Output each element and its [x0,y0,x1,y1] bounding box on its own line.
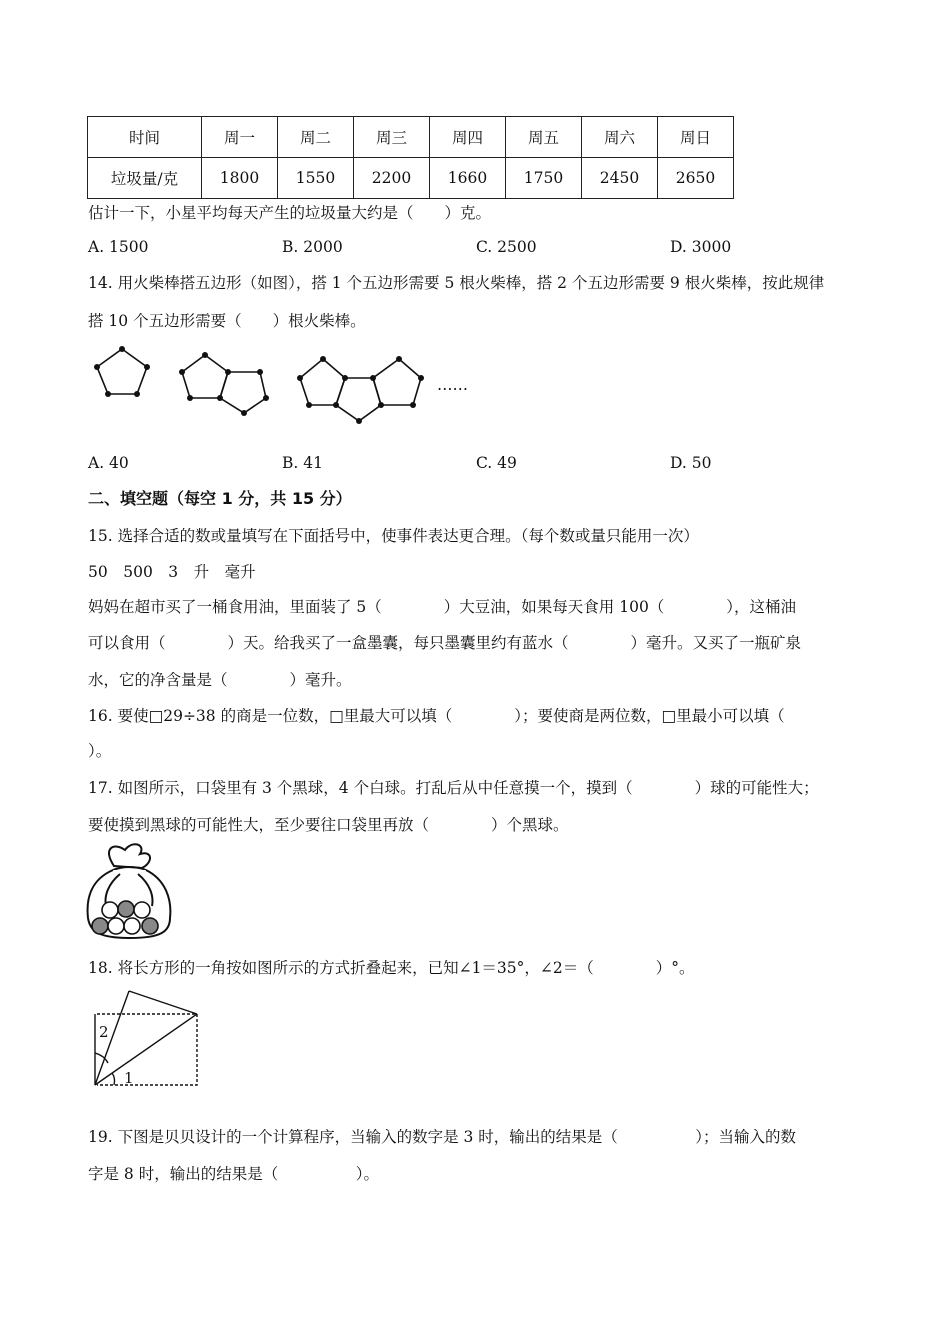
q14-question-line1: 14. 用火柴棒搭五边形（如图），搭 1 个五边形需要 5 根火柴棒，搭 2 个五边形需要 9 根火柴棒，按此规律 [88,274,825,292]
q14-option-a: A. 40 [88,454,129,472]
table-cell: 1750 [506,158,582,199]
pentagon-3c [373,359,421,405]
q17-question-line2: 要使摸到黑球的可能性大，至少要往口袋里再放（ ）个黑球。 [88,816,569,834]
table-cell: 垃圾量/克 [88,158,202,199]
q14-option-d: D. 50 [670,454,712,472]
table-cell: 周日 [658,117,734,158]
q18-question-line1: 18. 将长方形的一角按如图所示的方式折叠起来，已知∠1＝35°，∠2＝（ ）°。 [88,959,695,977]
ellipsis: …… [437,376,468,394]
angle-2-label: 2 [99,1023,109,1041]
table-cell: 2450 [582,158,658,199]
q19-question-line1: 19. 下图是贝贝设计的一个计算程序，当输入的数字是 3 时，输出的结果是（ ）；当输入的数 [88,1128,797,1146]
q16-question-line1: 16. 要使□29÷38 的商是一位数，□里最大可以填（ ）；要使商是两位数，□里最小可以填（ [88,707,785,725]
q15-question-line1: 15. 选择合适的数或量填写在下面括号中，使事件表达更合理。（每个数或量只能用一次） [88,527,699,545]
section-heading: 二、填空题（每空 1 分，共 15 分） [88,489,352,508]
table-cell: 时间 [88,117,202,158]
table-cell: 周五 [506,117,582,158]
q14-option-b: B. 41 [282,454,323,472]
table-cell: 周六 [582,117,658,158]
table-cell: 周三 [354,117,430,158]
angle-1-label: 1 [124,1069,134,1087]
q14-question-line2: 搭 10 个五边形需要（ ）根火柴棒。 [88,312,366,330]
q19-question-line2: 字是 8 时，输出的结果是（ ）。 [88,1165,379,1183]
q14-option-c: C. 49 [476,454,517,472]
table-cell: 1550 [278,158,354,199]
folded-rectangle-figure [80,985,210,1090]
table-cell: 周二 [278,117,354,158]
q15-choices: 50 500 3 升 毫升 [88,563,256,581]
q15-question-line5: 水，它的净含量是（ ）毫升。 [88,671,352,689]
table-cell: 1800 [202,158,278,199]
pentagon-1 [97,349,147,394]
pentagon-2a [182,355,228,398]
table-cell: 1660 [430,158,506,199]
table-cell: 2200 [354,158,430,199]
q13-option-d: D. 3000 [670,238,732,256]
table-cell: 周四 [430,117,506,158]
q15-question-line3: 妈妈在超市买了一桶食用油，里面装了 5（ ）大豆油，如果每天食用 100（ ），这桶油 [88,598,797,616]
pentagon-2b [220,372,266,413]
q13-option-a: A. 1500 [88,238,149,256]
q17-question-line1: 17. 如图所示，口袋里有 3 个黑球，4 个白球。打乱后从中任意摸一个，摸到（ ）球的可能性大； [88,779,819,797]
q13-question: 估计一下，小星平均每天产生的垃圾量大约是（ ）克。 [88,204,492,222]
q16-question-line2: ）。 [88,742,112,760]
pentagon-matchstick-figure [0,0,950,460]
ball-bag-figure [80,840,180,945]
q15-question-line4: 可以食用（ ）天。给我买了一盒墨囊，每只墨囊里约有蓝水（ ）毫升。又买了一瓶矿泉 [88,634,802,652]
q13-option-b: B. 2000 [282,238,343,256]
q13-option-c: C. 2500 [476,238,537,256]
table-cell: 周一 [202,117,278,158]
table-cell: 2650 [658,158,734,199]
